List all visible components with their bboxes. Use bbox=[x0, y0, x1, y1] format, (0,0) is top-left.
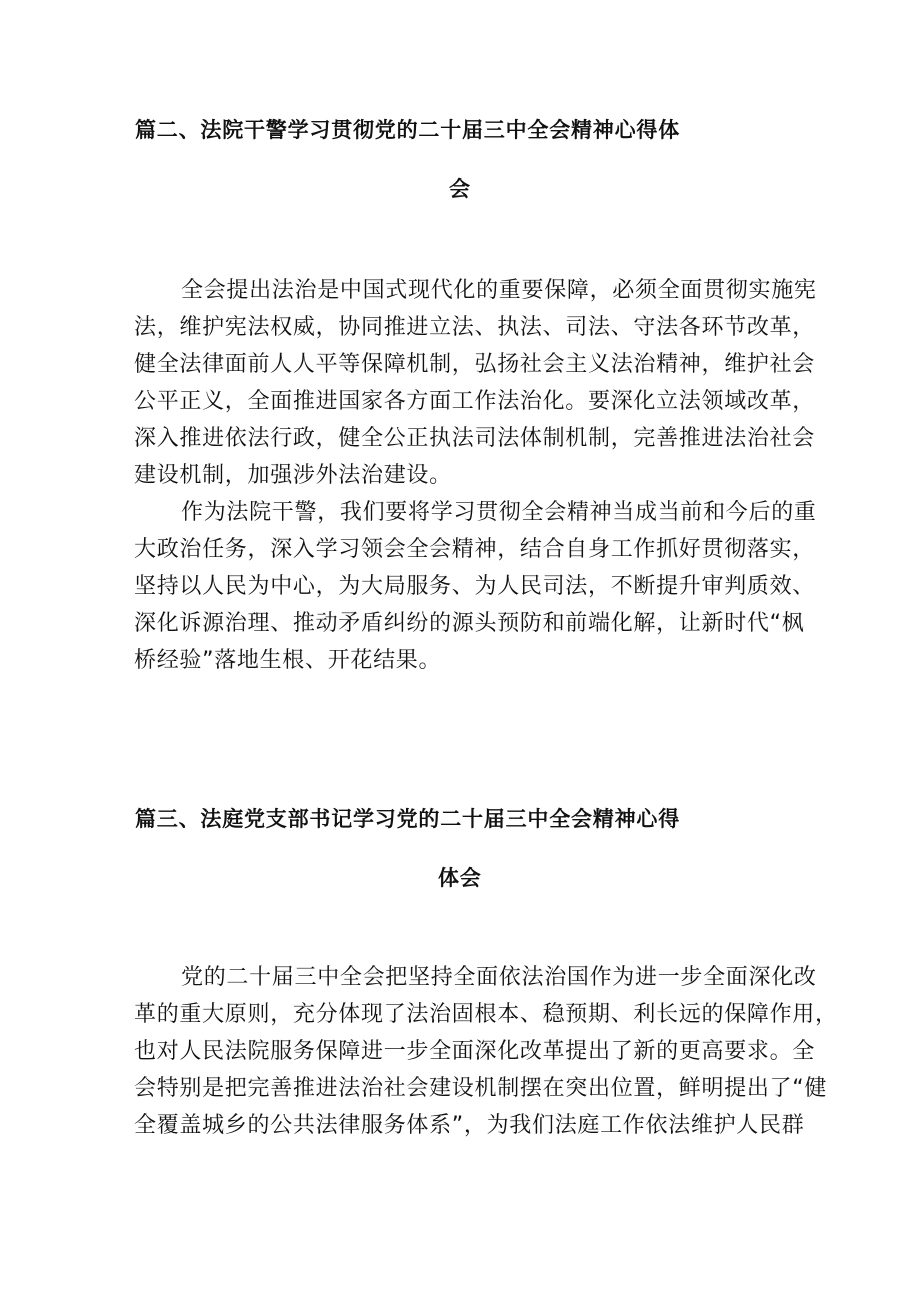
section3-p1-line2: 革的重大原则，充分体现了法治固根本、稳预期、利长远的保障作用， bbox=[134, 1002, 838, 1027]
section2-title-line2: 会 bbox=[449, 177, 471, 201]
section2-p2-line4: 深化诉源治理、推动矛盾纠纷的源头预防和前端化解，让新时代“枫 bbox=[134, 611, 805, 636]
section2-p1-line1: 全会提出法治是中国式现代化的重要保障，必须全面贯彻实施宪 bbox=[181, 278, 817, 303]
section2-p1-line3: 健全法律面前人人平等保障机制，弘扬社会主义法治精神，维护社会 bbox=[134, 352, 816, 377]
section2-p1-line6: 建设机制，加强涉外法治建设。 bbox=[134, 463, 452, 488]
section2-p1-line4: 公平正义，全面推进国家各方面工作法治化。要深化立法领域改革， bbox=[134, 389, 816, 414]
section2-p2-line1: 作为法院干警，我们要将学习贯彻全会精神当成当前和今后的重 bbox=[181, 500, 817, 525]
section3-p1-line1: 党的二十届三中全会把坚持全面依法治国作为进一步全面深化改 bbox=[181, 965, 817, 990]
section2-title-line1: 篇二、法院干警学习贯彻党的二十届三中全会精神心得体 bbox=[135, 118, 680, 142]
section3-p1-line4: 会特别是把完善推进法治社会建设机制摆在突出位置，鲜明提出了“健 bbox=[134, 1076, 828, 1101]
section3-p1-line5: 全覆盖城乡的公共法律服务体系”，为我们法庭工作依法维护人民群 bbox=[134, 1113, 805, 1138]
section3-title-line1: 篇三、法庭党支部书记学习党的二十届三中全会精神心得 bbox=[135, 807, 680, 831]
section2-p2-line5: 桥经验”落地生根、开花结果。 bbox=[134, 648, 442, 673]
section2-p2-line3: 坚持以人民为中心，为大局服务、为人民司法，不断提升审判质效、 bbox=[134, 574, 816, 599]
section2-p1-line5: 深入推进依法行政，健全公正执法司法体制机制，完善推进法治社会 bbox=[134, 426, 816, 451]
section3-title-line2: 体会 bbox=[438, 866, 482, 890]
section2-p1-line2: 法，维护宪法权威，协同推进立法、执法、司法、守法各环节改革， bbox=[134, 315, 816, 340]
section2-p2-line2: 大政治任务，深入学习领会全会精神，结合自身工作抓好贯彻落实， bbox=[134, 537, 816, 562]
section3-p1-line3: 也对人民法院服务保障进一步全面深化改革提出了新的更高要求。全 bbox=[134, 1039, 816, 1064]
